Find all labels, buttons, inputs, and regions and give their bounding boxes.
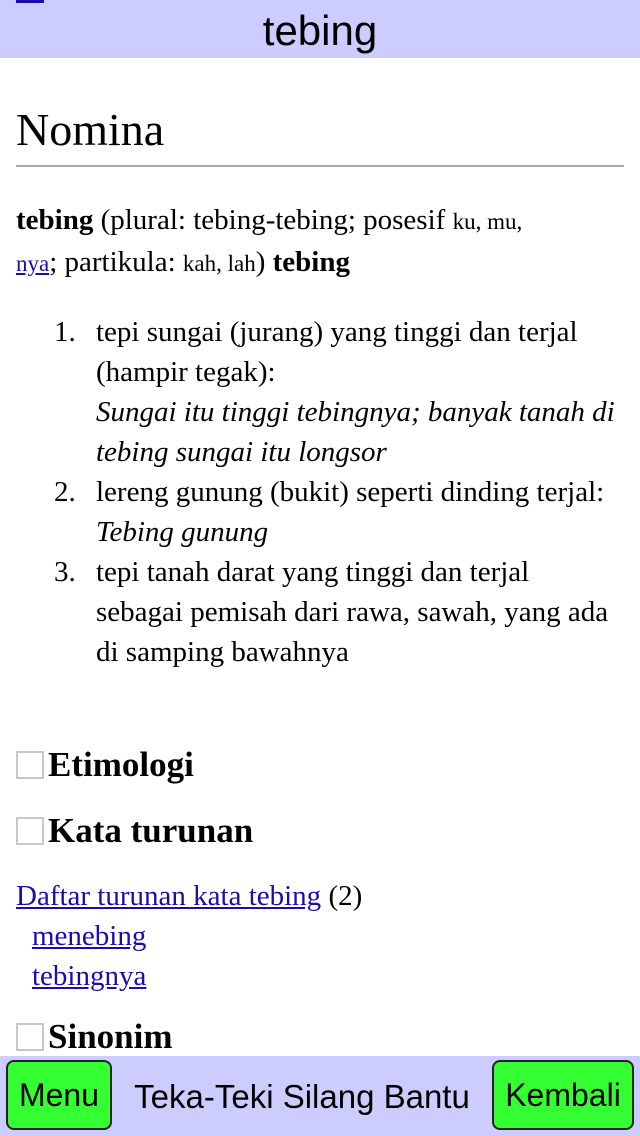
- derived-words-link[interactable]: Daftar turunan kata tebing: [16, 880, 322, 912]
- definition-item: [0, 552, 616, 672]
- definition-number: 3.: [54, 556, 76, 588]
- plural-label: (plural:: [93, 204, 194, 236]
- bottom-toolbar: [0, 1056, 640, 1136]
- definition-list: [0, 312, 640, 672]
- definition-text: lereng gunung (bukit) seperti dinding terjal:: [96, 476, 605, 508]
- page-title: tebing: [262, 7, 378, 54]
- back-button[interactable]: Kembali: [492, 1060, 634, 1130]
- part-of-speech-heading: Nomina: [16, 104, 165, 155]
- definition-example: Tebing gunung: [96, 516, 269, 548]
- derived-count: (2): [321, 880, 363, 912]
- section-etimologi[interactable]: [16, 743, 194, 787]
- derived-word-link[interactable]: tebingnya: [32, 960, 147, 992]
- headword-line: [16, 200, 616, 284]
- sinonim-toggle-checkbox[interactable]: [16, 1023, 44, 1051]
- definition-number: 2.: [54, 476, 76, 508]
- headword: tebing: [16, 204, 94, 236]
- section-title: Etimologi: [48, 745, 194, 784]
- posesif-label: ; posesif: [347, 204, 453, 236]
- entry-content[interactable]: [0, 58, 640, 1056]
- partikula-forms: kah, lah: [182, 251, 256, 276]
- title-bar: [0, 0, 640, 58]
- definition-text: tepi tanah darat yang tinggi dan terjal sebagai pemisah dari rawa, sawah, yang ada di samping bawahnya: [96, 556, 609, 668]
- section-title: Sinonim: [48, 1017, 173, 1056]
- posesif-forms: ku, mu,: [452, 209, 523, 234]
- menu-button[interactable]: Menu: [6, 1060, 112, 1130]
- etimologi-toggle-checkbox[interactable]: [16, 751, 44, 779]
- top-link-fragment[interactable]: [16, 0, 44, 3]
- definition-number: 1.: [54, 316, 76, 348]
- definition-item: [0, 472, 616, 552]
- definition-text: tepi sungai (jurang) yang tinggi dan terjal (hampir tegak):: [96, 316, 578, 388]
- close-paren: ): [255, 246, 273, 278]
- kata-turunan-toggle-checkbox[interactable]: [16, 817, 44, 845]
- definition-example: Sungai itu tinggi tebingnya; banyak tanah di tebing sungai itu longsor: [96, 396, 615, 468]
- derived-word-link[interactable]: menebing: [32, 920, 147, 952]
- headword-repeat: tebing: [272, 246, 350, 278]
- plural-form: tebing-tebing: [193, 204, 348, 236]
- section-kata-turunan[interactable]: [16, 809, 253, 853]
- definition-item: [0, 312, 616, 472]
- section-sinonim[interactable]: [16, 1015, 173, 1056]
- divider: [16, 165, 624, 167]
- app-title: Teka-Teki Silang Bantu: [134, 1078, 470, 1115]
- section-title: Kata turunan: [48, 811, 254, 850]
- partikula-label: ; partikula:: [49, 246, 183, 278]
- nya-link[interactable]: nya: [16, 251, 50, 276]
- derived-words-summary: [16, 876, 362, 916]
